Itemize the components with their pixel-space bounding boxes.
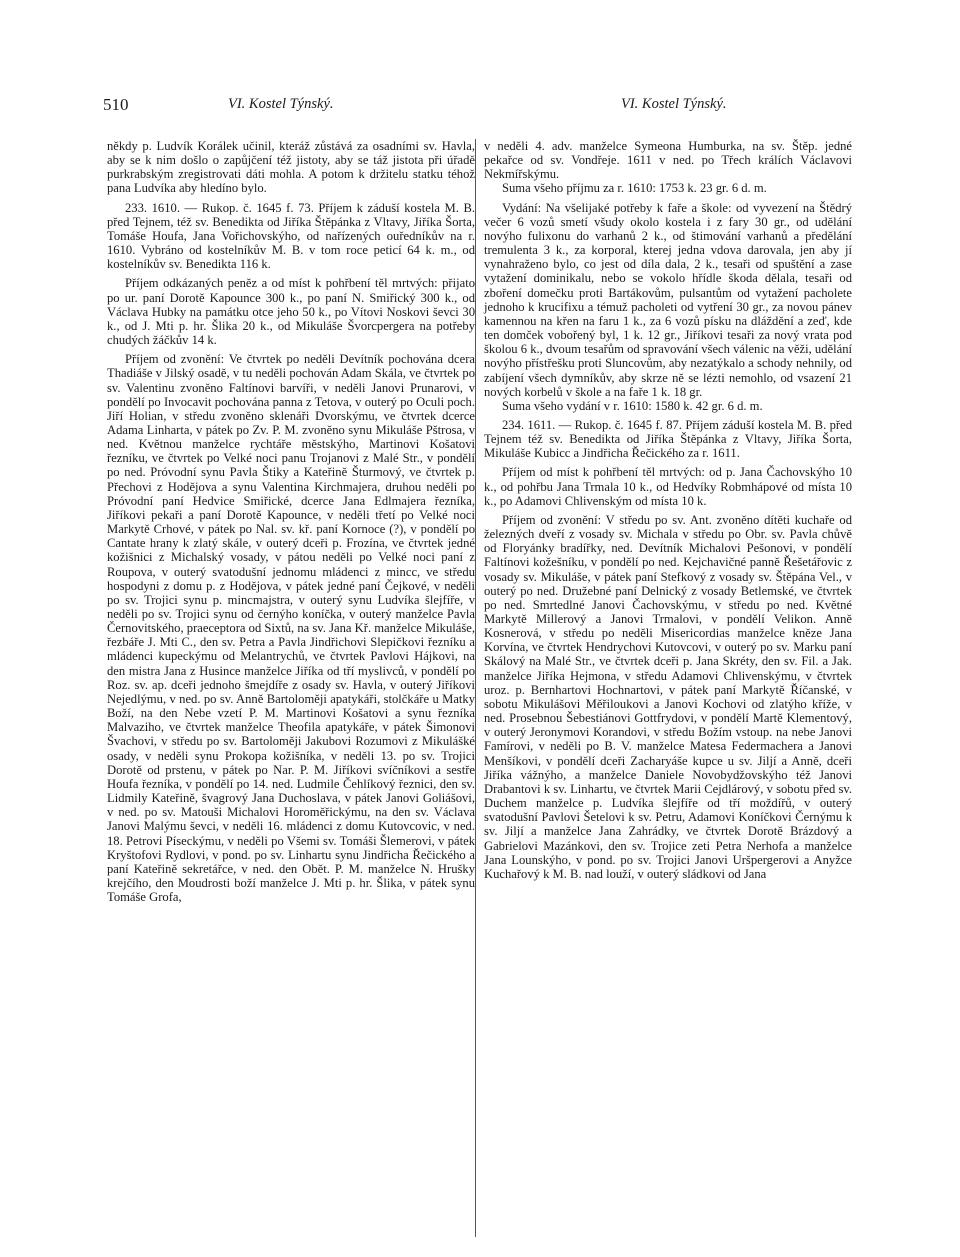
sum-income: Suma všeho příjmu za r. 1610: 1753 k. 23 gr. 6 d. m. [502, 181, 767, 196]
left-column [107, 139, 475, 904]
paragraph: Vydání: Na všelijaké potřeby k faře a škole: od vyvezení na Štědrý večer 6 vozů smetí všudy okolo kostela i z fary 30 gr., od udělání novýho fulixonu do varhanů 2 k., od štimování varhanů a předělání tremulenta 3 k., za korporal, kterej jedna vdova darovala, jen aby jí vynahraženo bylo, co jest od díla dala, 2 k., tesaři od spuštění a zase vytažení dominikalu, nebo se vokolo hřídle škoda dělala, tesaři od zboření domečku proti Bartákovům, pulsantům od vytažení pacholete jednoho k krucifixu a témuž pacholeti od vytření 30 gr., za novou pánev kamennou na křen na faru 1 k., za 6 vozů písku na dláždění a zeď, kde ten domček vobořený byl, 1 k. 12 gr., Jiříkovi tesaři za nový vrata pod školou 6 k., dvoum tesařům od spravování všech válenic na věži, udělání novýho přístřešku proti Sluncovům, aby nezatýkalo a schody nehnily, od zabíjení všech dymníkův, aby skrze ně se lézti nemohlo, od vsazení 21 nových korbelů v škole a na faře 1 k. 18 gr. [484, 200, 852, 399]
paragraph: Příjem od zvonění: V středu po sv. Ant. zvoněno dítěti kuchaře od železných dveří z vosady sv. Michala v středu po Obr. sv. Pavla chůvě od Floryánky bradířky, ned. Devítník Michalovi Pešonovi, v pondělí Faltínovi kožešníku, v pondělí po ned. Kejchavičné panně Řešetářovic z vosady sv. Mikuláše, v pátek paní Stefkový z vosady sv. Štěpána Vel., v outerý po ned. Družebné paní Delnický z vosady Betlemské, ve čtvrtek po ned. Smrtedlné Janovi Čachovskýmu, v středu po ned. Květné Markytě Millerový a Janovi Trmalovi, v pondělí Velikon. Anně Kosnerová, v středu po neděli Misericordias manželce kněze Jana Korvína, ve čtvrtek Hendrychovi Kutovcovi, v outerý po sv. Marku paní Skálový na Malé Str., ve čtvrtek dceři p. Jana Skréty, den sv. Fil. a Jak. manželce Jiříka Hejmona, v středu Adamovi Chlivenskýmu, v čtvrtek uroz. p. Bernhartovi Hochnartovi, v pátek paní Markytě Říčanské, v sobotu Mikulášovi Měřiloukovi a Janovi Kochovi od zlatýho kříže, v ned. Prosebnou Šebestiánovi Gottfrydovi, v pondělí Martě Klementový, v outerý Jeronymovi Korandovi, v středu Božím vstoup. na nebe Janovi Famírovi, v neděli po B. V. manželce Matesa Federmachera a Janovi Menšíkovi, v pondělí dceři Zacharyáše kupce u sv. Jiljí a Anně, dceři Jiříka vážnýho, a manželce Daniele Novobydžovskýho též Janovi Drabantovi k sv. Linhartu, ve čtvrtek Marii Cejdlárový, v sobotu před sv. Duchem manželce p. Ludvíka šlejfíře od tří moždířů, v outerý svatodušní Pavlovi Šetelovi k sv. Petru, Adamovi Koníčkovi Černýmu k sv. Jiljí a manželce Jana Zahrádky, ve čtvrtek Dorotě Brázdový a Gabrielovi Mazánkovi, den sv. Trojice zeti Petra Nerhofa a manželce Jana Lounskýho, v pond. po sv. Trojici Janovi Uršpergerovi a Anyžce Kuchařový k M. B. nad louží, v outerý sládkovi od Jana [484, 512, 852, 881]
right-column [484, 139, 852, 881]
column-divider [475, 139, 476, 1237]
entry-233-heading: 233. 1610. — Rukop. č. 1645 f. 73. Příjem k záduší kostela M. B. před Tejnem, též sv. Benedikta od Jiříka Štěpánka z Vltavy, Jiříka Šorta, Tomáše Houfa, Jana Vořichovskýho, od nařízených ouředníkův na r. 1610. Vybráno od kostelníkův M. B. v tom roce peticí 64 k. m., od kostelníkův sv. Benedikta 116 k. [107, 200, 475, 272]
running-header [0, 95, 960, 119]
paragraph: Příjem odkázaných peněz a od míst k pohřbení těl mrtvých: přijato po ur. paní Dorotě Kapounce 300 k., po paní N. Smiřický 300 k., od Václava Hubky na památku otce jeho 50 k., po Vítovi Noskovi ševci 30 k., od J. Mti p. hr. Šlika 20 k., od Mikuláše Švorcpergera na potřeby chudých žáčkův 14 k. [107, 276, 475, 348]
entry-234-heading: 234. 1611. — Rukop. č. 1645 f. 87. Příjem záduší kostela M. B. před Tejnem též sv. Benedikta od Jiříka Štěpánka z Vltavy, Jiříka Šorta, Mikuláše Kubicc a Jindřicha Řečického za r. 1611. [484, 417, 852, 461]
paragraph: Příjem od míst k pohřbení těl mrtvých: od p. Jana Čachovskýho 10 k., od pohřbu Jana Trmala 10 k., od Hedvíky Robmhápové od místa 10 k., po Adamovi Chlivenským od místa 10 k. [484, 465, 852, 508]
paragraph: někdy p. Ludvík Korálek učinil, kteráž zůstává za osadními sv. Havla, aby se k nim došlo o zapůjčení též jistoty, aby se táž jistota při úřadě purkrabským zregistrovati dáti mohla. A potom k držitelu statku téhož pana Ludvíka aby hledíno bylo. [107, 139, 475, 196]
running-title-right: VI. Kostel Týnský. [621, 96, 727, 112]
page-number: 510 [103, 95, 129, 114]
paragraph: v neděli 4. adv. manželce Symeona Humburka, na sv. Štěp. jedné pekařce od sv. Vondřeje. 1611 v ned. po Třech králích Václavovi Nekmířskýmu. [484, 139, 852, 182]
paragraph: Příjem od zvonění: Ve čtvrtek po neděli Devítník pochována dcera Thadiáše v Jilský osadě, v tu neděli pochován Adam Skála, ve čtvrtek po sv. Valentinu zvoněno Faltínovi barvíři, v neděli Janovi Prunarovi, v pondělí po Invocavit pochována panna z Tetova, v outerý po Oculi poch. Jiří Holian, v středu zvoněno sklenáři Dvorskýmu, ve čtvrtek dcerce Adama Linharta, v pátek po Zv. P. M. zvoněno synu Mikuláše Pštrosa, v ned. Květnou manželce rychtáře městskýho, Martinovi Košatovi řezníku, ve čtvrtek po Velké noci panu Trojanovi z Malé Str., v pondělí po ned. Próvodní synu Pavla Štiky a Kateřině Šturmový, ve čtvrtek p. Přechovi z Hodějova a synu Valentina Kirchmajera, druhou neděli po Próvodní paní Hedvice Smiřické, dcerce Jana Edlmajera řezníka, Jiříkovi pekaři a paní Dorotě Kapounce, v neděli třetí po Velké noci Markytě Crhové, v pátek po Nal. sv. kř. paní Kornoce (?), v pondělí po Cantate hrany k zlatý skále, v outerý dceři p. Frozína, ve čtvrtek jedné kožišnici z Michalský vosady, v pátou neděli po Velké noci paní z Roupova, v outerý svatodušní jednomu mládenci z mincc, ve středu hospodyni z domu p. z Hodějova, v pátek jedné paní Čejkové, v neděli po sv. Trojici synu p. mincmajstra, v outerý synu Ludvíka šlejfíře, v neděli po sv. Trojici synu od černýho koníčka, v outerý manželce Pavla Černovitského, praeceptora od Sixtů, na sv. Jana Kř. manželce Mikuláše, řezbáře J. Mti C., den sv. Petra a Pavla Jindřichovi Slepičkovi řezníku a mládenci kupeckýmu od Melantrychů, ve čtvrtek Pavlovi Hájkovi, na den mistra Jana z Husince manželce Jiříka od tří myslivců, v pondělí po Roz. sv. ap. dceři jednoho šmejdíře z osady sv. Havla, v outerý Jiříkovi Nejedlýmu, v ned. po sv. Anně Bartoloměji apatykáři, stolčkáře u Matky Boží, na den Nebe vzetí P. M. Martinovi Košatovi a synu řezníka Malvaziho, ve čtvrtek manželce Theofila apatykáře, v pátek Šimonovi Švachovi, v středu po sv. Bartoloměji Jakubovi Rozumovi z Mikulášké osady, v neděli synu Prokopa kožišníka, v neděli 13. po sv. Trojici Dorotě od prstenu, v pátek po Nar. P. M. Jiříkovi svíčníkovi a sestře Houfa řezníka, v pondělí po 14. ned. Ludmile Čehlíkový řeznici, den sv. Lidmily Kateřině, švagrový Jana Duchoslava, v pátek Janovi Goliášovi, v ned. po sv. Matouši Michalovi Horoměřickýmu, na den sv. Václava Janovi Malýmu ševci, v neděli 16. mládenci z domu Kutovcovic, v ned. 18. Petrovi Píseckýmu, v neděli po Všemi sv. Tomáši Šlemerovi, v pátek Kryštofovi Rydlovi, v pond. po sv. Linhartu synu Jindřicha Řečického a paní Kateřině sekretářce, v ned. den Obět. P. M. manželce N. Hrušky krejčího, den Moudrosti boží manželce J. Mti p. hr. Šlika, v pátek synu Tomáše Grofa, [107, 352, 475, 905]
sum-expense: Suma všeho vydání v r. 1610: 1580 k. 42 gr. 6 d. m. [502, 398, 763, 413]
running-title-left: VI. Kostel Týnský. [228, 96, 334, 112]
